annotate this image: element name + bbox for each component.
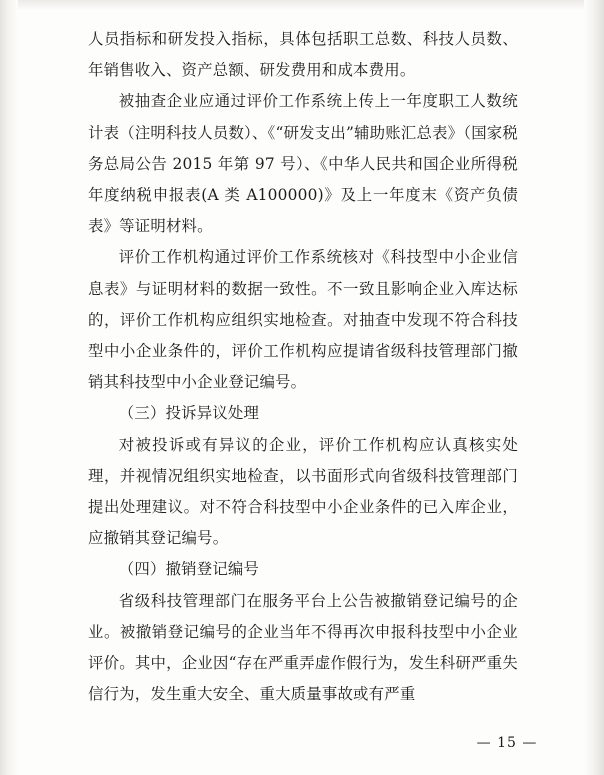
page-edge-shadow-top (0, 0, 604, 10)
page-number: — 15 — (476, 735, 538, 751)
page-edge-shadow-right (584, 0, 604, 775)
document-body (88, 24, 518, 710)
page-edge-shadow-left (0, 0, 18, 775)
heading-complaint-handling: （三）投诉异议处理 (118, 404, 260, 423)
para-verification: 评价工作机构通过评价工作系统核对《科技型中小企业信息表》与证明材料的数据一致性。不一致且影响企业入库达标的，评价工作机构应组织实地检查。对抽查中发现不符合科技型中小企业条件的，评价工作机构应提请省级科技管理部门撤销其科技型中小企业登记编号。 (88, 248, 518, 392)
para-revoke-detail: 省级科技管理部门在服务平台上公告被撤销登记编号的企业。被撤销登记编号的企业当年不得再次申报科技型中小企业评价。其中，企业因“存在严重弄虚作假行为，发生科研严重失信行为，发生重大安全、重大质量事故或有严重 (88, 591, 518, 704)
para-complaint-detail: 对被投诉或有异议的企业，评价工作机构应认真核实处理，并视情况组织实地检查，以书面形式向省级科技管理部门提出处理建议。对不符合科技型中小企业条件的已入库企业，应撤销其登记编号。 (88, 435, 518, 548)
para-upload-materials: 被抽查企业应通过评价工作系统上传上一年度职工人数统计表（注明科技人员数）、《“研发支出”辅助账汇总表》（国家税务总局公告 2015 年第 97 号）、《中华人民共和国企业所得税年度纳税申报表(A 类 A100000)》及上一年度末《资产负债表》等证明材料。 (88, 92, 518, 236)
heading-revoke-number: （四）撤销登记编号 (118, 560, 260, 579)
para-indicators: 人员指标和研发投入指标，具体包括职工总数、科技人员数、年销售收入、资产总额、研发费用和成本费用。 (88, 30, 518, 80)
page-footer (0, 735, 604, 751)
